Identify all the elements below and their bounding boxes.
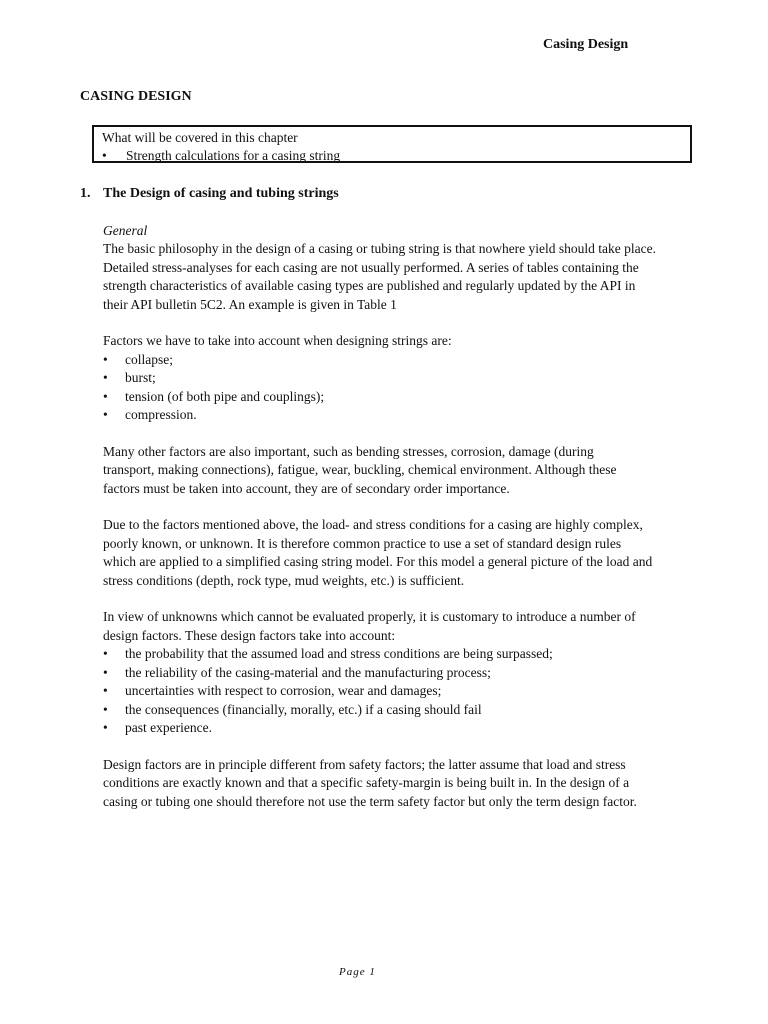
text-line: design factors. These design factors take into account:	[103, 627, 396, 643]
list-item: • uncertainties with respect to corrosion, wear and damages;	[103, 682, 703, 700]
list-item: • the probability that the assumed load and stress conditions are being surpassed;	[103, 645, 703, 663]
bullet-icon: •	[103, 664, 108, 680]
text-line: strength characteristics of available casing types are published and regularly updated by the API in	[103, 278, 636, 294]
summary-item	[102, 147, 690, 165]
text-line: Many other factors are also important, such as bending stresses, corrosion, damage (during	[103, 443, 594, 459]
section-number: 1.	[80, 186, 91, 201]
bullet-icon: •	[103, 351, 108, 367]
page-number: Page 1	[339, 966, 376, 978]
list-item: • collapse;	[103, 351, 703, 369]
text-line: poorly known, or unknown. It is therefore common practice to use a set of standard design rules	[103, 535, 622, 551]
bullet-icon: •	[102, 148, 107, 163]
text-line: Due to the factors mentioned above, the load- and stress conditions for a casing are highly complex,	[103, 517, 643, 533]
text-line: Detailed stress-analyses for each casing are not usually performed. A series of tables containing the	[103, 259, 639, 275]
section-title: The Design of casing and tubing strings	[103, 186, 339, 201]
list-item: • the reliability of the casing-material and the manufacturing process;	[103, 664, 703, 682]
summary-heading: What will be covered in this chapter	[102, 130, 298, 145]
subheading-general: General	[103, 223, 148, 238]
paragraph-philosophy	[103, 240, 703, 314]
list-item: • compression.	[103, 406, 703, 424]
chapter-summary-box	[92, 125, 692, 163]
text-line: stress conditions (depth, rock type, mud weights, etc.) is sufficient.	[103, 572, 465, 588]
text-line: which are applied to a simplified casing string model. For this model a general picture of the load and	[103, 554, 653, 570]
list-item: • past experience.	[103, 719, 703, 737]
factors-list	[103, 351, 703, 425]
section-body	[103, 222, 703, 811]
bullet-icon: •	[103, 646, 108, 662]
bullet-icon: •	[103, 407, 108, 423]
text-line: transport, making connections), fatigue, wear, buckling, chemical environment. Although these	[103, 462, 617, 478]
text-line: casing or tubing one should therefore not use the term safety factor but only the term design factor.	[103, 793, 637, 809]
running-header: Casing Design	[543, 37, 629, 52]
text-line: their API bulletin 5C2. An example is given in Table 1	[103, 296, 397, 312]
list-item: • tension (of both pipe and couplings);	[103, 388, 703, 406]
bullet-icon: •	[103, 388, 108, 404]
text-line: factors must be taken into account, they are of secondary order importance.	[103, 480, 510, 496]
factors-intro: Factors we have to take into account when designing strings are:	[103, 333, 452, 349]
paragraph-design-vs-safety	[103, 756, 703, 811]
list-item: • burst;	[103, 369, 703, 387]
text-line: Design factors are in principle different from safety factors; the latter assume that load and stress	[103, 756, 626, 772]
paragraph-design-factors-intro	[103, 608, 703, 645]
summary-item-text: Strength calculations for a casing string	[126, 148, 341, 163]
bullet-icon: •	[103, 719, 108, 735]
text-line: conditions are exactly known and that a specific safety-margin is being built in. In the design of a	[103, 775, 630, 791]
text-line: The basic philosophy in the design of a casing or tubing string is that nowhere yield should take place.	[103, 241, 657, 257]
list-item: • the consequences (financially, morally, etc.) if a casing should fail	[103, 701, 703, 719]
design-factors-list	[103, 645, 703, 737]
paragraph-other-factors	[103, 443, 703, 498]
bullet-icon: •	[103, 370, 108, 386]
text-line: In view of unknowns which cannot be evaluated properly, it is customary to introduce a number of	[103, 609, 636, 625]
section-heading	[80, 186, 339, 202]
chapter-title: CASING DESIGN	[80, 89, 192, 104]
paragraph-standard-rules	[103, 516, 703, 590]
bullet-icon: •	[103, 701, 108, 717]
bullet-icon: •	[103, 683, 108, 699]
